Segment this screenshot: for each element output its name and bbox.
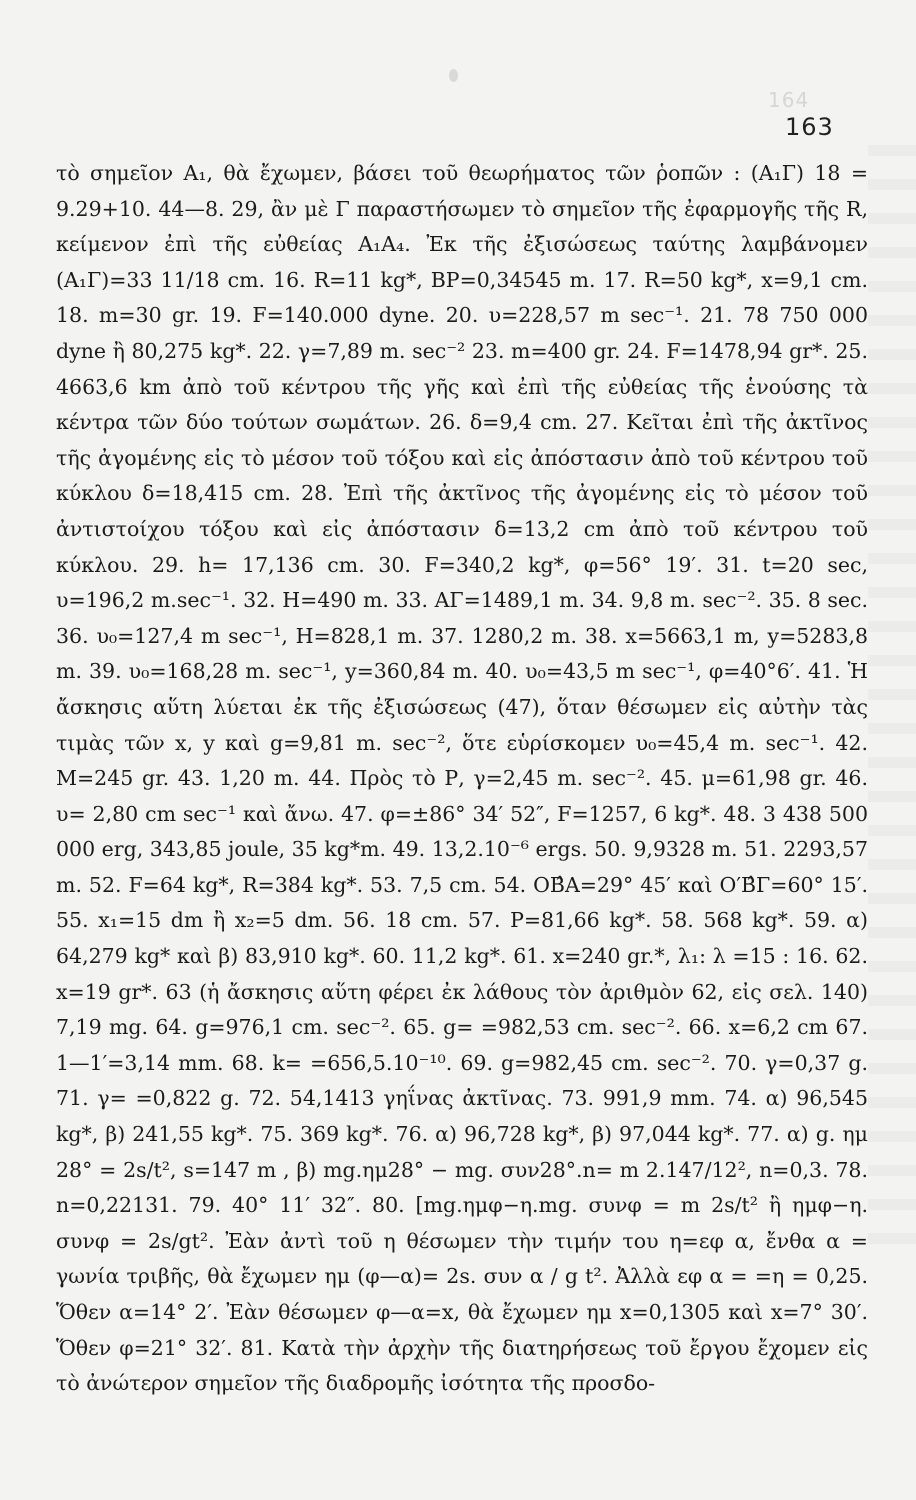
bleed-through-margin	[868, 145, 916, 1255]
answers-text-block	[56, 156, 868, 1402]
ink-spot	[449, 69, 458, 82]
page-number: 163	[785, 113, 834, 141]
answers-paragraph: τὸ σημεῖον Α₁, θὰ ἔχωμεν, βάσει τοῦ θεωρήματος τῶν ῥοπῶν : (Α₁Γ) 18 = 9.29+10. 44—8. 29, ἂν μὲ Γ παραστήσωμεν τὸ σημεῖον τῆς ἐφαρμογῆς τῆς R, κείμενον ἐπὶ τῆς εὐθείας Α₁Α₄. Ἐκ τῆς ἐξισώσεως ταύτης λαμβάνομεν (Α₁Γ)=33 11/18 cm. 16. R=11 kg*, ΒΡ=0,34545 m. 17. R=50 kg*, x=9,1 cm. 18. m=30 gr. 19. F=140.000 dyne. 20. υ=228,57 m sec⁻¹. 21. 78 750 000 dyne ἢ 80,275 kg*. 22. γ=7,89 m. sec⁻² 23. m=400 gr. 24. F=1478,94 gr*. 25. 4663,6 km ἀπὸ τοῦ κέντρου τῆς γῆς καὶ ἐπὶ τῆς εὐθείας τῆς ἑνούσης τὰ κέντρα τῶν δύο τούτων σωμάτων. 26. δ=9,4 cm. 27. Κεῖται ἐπὶ τῆς ἀκτῖνος τῆς ἀγομένης εἰς τὸ μέσον τοῦ τόξου καὶ εἰς ἀπόστασιν ἀπὸ τοῦ κέντρου τοῦ κύκλου δ=18,415 cm. 28. Ἐπὶ τῆς ἀκτῖνος τῆς ἀγομένης εἰς τὸ μέσον τοῦ ἀντιστοίχου τόξου καὶ εἰς ἀπόστασιν δ=13,2 cm ἀπὸ τοῦ κέντρου τοῦ κύκλου. 29. h= 17,136 cm. 30. F=340,2 kg*, φ=56° 19′. 31. t=20 sec, υ=196,2 m.sec⁻¹. 32. H=490 m. 33. ΑΓ=1489,1 m. 34. 9,8 m. sec⁻². 35. 8 sec. 36. υ₀=127,4 m sec⁻¹, H=828,1 m. 37. 1280,2 m. 38. x=5663,1 m, y=5283,8 m. 39. υ₀=168,28 m. sec⁻¹, y=360,84 m. 40. υ₀=43,5 m sec⁻¹, φ=40°6′. 41. Ἡ ἄσκησις αὕτη λύεται ἐκ τῆς ἐξισώσεως (47), ὅταν θέσωμεν εἰς αὐτὴν τὰς τιμὰς τῶν x, y καὶ g=9,81 m. sec⁻², ὅτε εὑρίσκομεν υ₀=45,4 m. sec⁻¹. 42. M=245 gr. 43. 1,20 m. 44. Πρὸς τὸ Ρ, γ=2,45 m. sec⁻². 45. μ=61,98 gr. 46. υ= 2,80 cm sec⁻¹ καὶ ἄνω. 47. φ=±86° 34′ 52″, F=1257, 6 kg*. 48. 3 438 500 000 erg, 343,85 joule, 35 kg*m. 49. 13,2.10⁻⁶ ergs. 50. 9,9328 m. 51. 2293,57 m. 52. F=64 kg*, R=384 kg*. 53. 7,5 cm. 54. ΟΒ̂Α=29° 45′ καὶ Ο′Β̂Γ=60° 15′. 55. x₁=15 dm ἢ x₂=5 dm. 56. 18 cm. 57. P=81,66 kg*. 58. 568 kg*. 59. α) 64,279 kg* καὶ β) 83,910 kg*. 60. 11,2 kg*. 61. x=240 gr.*, λ₁: λ =15 : 16. 62. x=19 gr*. 63 (ἡ ἄσκησις αὕτη φέρει ἐκ λάθους τὸν ἀριθμὸν 62, εἰς σελ. 140) 7,19 mg. 64. g=976,1 cm. sec⁻². 65. g= =982,53 cm. sec⁻². 66. x=6,2 cm 67. 1—1′=3,14 mm. 68. k= =656,5.10⁻¹⁰. 69. g=982,45 cm. sec⁻². 70. γ=0,37 g. 71. γ= =0,822 g. 72. 54,1413 γηΐνας ἀκτῖνας. 73. 991,9 mm. 74. α) 96,545 kg*, β) 241,55 kg*. 75. 369 kg*. 76. α) 96,728 kg*, β) 97,044 kg*. 77. α) g. ημ 28° = 2s/t², s=147 m , β) mg.ημ28° − mg. συν28°.n= m 2.147/12², n=0,3. 78. n=0,22131. 79. 40° 11′ 32″. 80. [mg.ημφ−η.mg. συνφ = m 2s/t² ἢ ημφ−η. συνφ = 2s/gt². Ἐὰν ἀντὶ τοῦ η θέσωμεν τὴν τιμήν του η=εφ α, ἔνθα α = γωνία τριβῆς, θὰ ἔχωμεν ημ (φ—α)= 2s. συν α / g t². Ἀλλὰ εφ α = =η = 0,25. Ὅθεν α=14° 2′. Ἐὰν θέσωμεν φ—α=x, θὰ ἔχωμεν ημ x=0,1305 καὶ x=7° 30′. Ὅθεν φ=21° 32′. 81. Κατὰ τὴν ἀρχὴν τῆς διατηρήσεως τοῦ ἔργου ἔχομεν εἰς τὸ ἀνώτερον σημεῖον τῆς διαδρομῆς ἰσότητα τῆς προσδο-	[56, 161, 868, 1396]
bleed-through-page-number: 164	[768, 88, 810, 112]
